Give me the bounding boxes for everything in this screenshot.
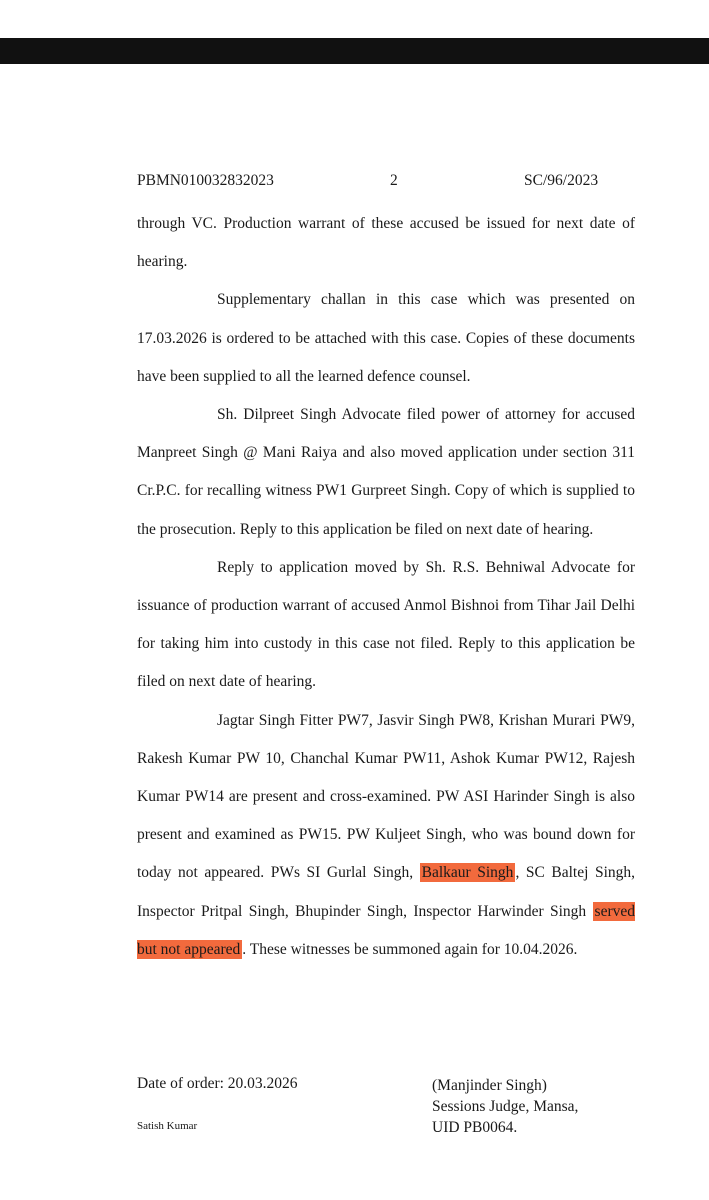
page-header	[0, 172, 709, 196]
witnesses-text-1: Jagtar Singh Fitter PW7, Jasvir Singh PW8, Krishan Murari PW9, Rakesh Kumar PW 10, Chanchal Kumar PW11, Ashok Kumar PW12, Rajesh Kumar PW14 are present and cross-examined. PW ASI Harinder Singh is also present and examined as PW15. PW Kuljeet Singh, who was bound down for today not appeared. PWs SI Gurlal Singh,	[137, 711, 635, 882]
paragraph-production-warrant: Reply to application moved by Sh. R.S. Behniwal Advocate for issuance of production warrant of accused Anmol Bishnoi from Tihar Jail Delhi for taking him into custody in this case not filed. Reply to this application be filed on next date of hearing.	[137, 558, 635, 691]
paragraph-continuation: through VC. Production warrant of these accused be issued for next date of hearing.	[137, 215, 635, 271]
top-bar	[0, 38, 709, 64]
paragraph-power-of-attorney: Sh. Dilpreet Singh Advocate filed power of attorney for accused Manpreet Singh @ Mani Raiya and also moved application under section 311 Cr.P.C. for recalling witness PW1 Gurpreet Singh. Copy of which is supplied to the prosecution. Reply to this application be filed on next date of hearing.	[137, 406, 635, 538]
paragraph-witnesses	[137, 702, 635, 969]
judge-name: (Manjinder Singh)	[432, 1077, 547, 1094]
clerk-name: Satish Kumar	[137, 1120, 198, 1132]
judge-title: Sessions Judge, Mansa,	[432, 1098, 579, 1115]
case-id: PBMN010032832023	[137, 172, 274, 189]
page-number: 2	[390, 172, 398, 189]
paragraph-supplementary-challan: Supplementary challan in this case which was presented on 17.03.2026 is ordered to be attached with this case. Copies of these documents have been supplied to all the learned defence counsel.	[137, 291, 635, 385]
witnesses-text-2: , SC Baltej Singh, Inspector Pritpal Singh, Bhupinder Singh, Inspector Harwinder Singh	[137, 864, 635, 920]
highlighted-status: served but not appeared	[137, 902, 635, 958]
highlighted-name: Balkaur Singh	[421, 864, 514, 882]
date-of-order: Date of order: 20.03.2026	[137, 1075, 298, 1092]
judge-signature-block	[432, 1075, 578, 1138]
case-number: SC/96/2023	[524, 172, 599, 189]
order-body	[137, 205, 635, 969]
witnesses-text-3: . These witnesses be summoned again for 10.04.2026.	[242, 940, 578, 958]
judge-uid: UID PB0064.	[432, 1119, 518, 1136]
